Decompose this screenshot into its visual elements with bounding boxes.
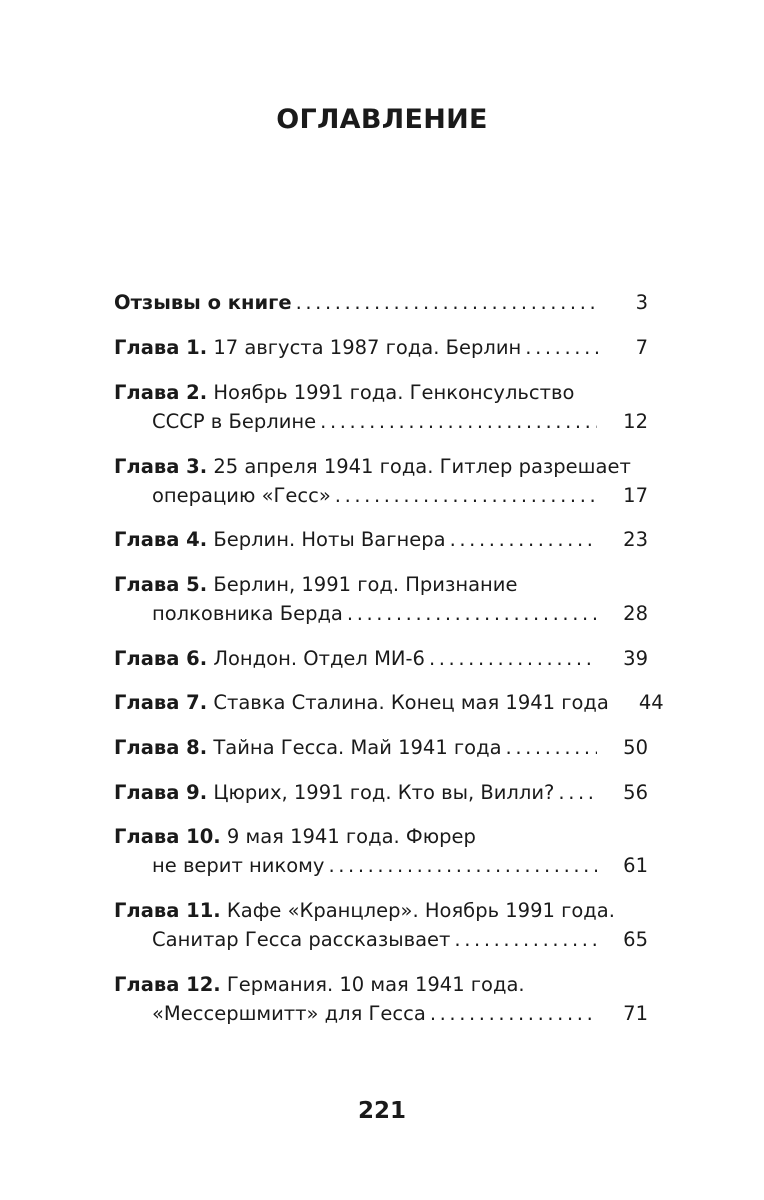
toc-entry-text: [152, 599, 343, 628]
toc-entry-title: Германия. 10 мая 1941 года.: [220, 973, 525, 996]
toc-entry-text: [114, 778, 554, 807]
toc-page-number: 17: [623, 484, 648, 507]
toc-entry: [114, 525, 648, 554]
page-title: ОГЛАВЛЕНИЕ: [276, 104, 488, 135]
toc-entry-text: [114, 333, 521, 362]
toc-entry-text: [114, 688, 609, 717]
toc-entry-title: Санитар Гесса рассказывает: [152, 928, 451, 951]
toc-entry-first-line: [114, 896, 648, 925]
toc-entry-title: 9 мая 1941 года. Фюрер: [220, 825, 476, 848]
toc-entry: [114, 452, 648, 510]
toc-entry: [114, 288, 648, 317]
toc-page-number: 3: [635, 291, 648, 314]
toc-entry-first-line: [114, 570, 648, 599]
toc-entry-label: Глава 9.: [114, 781, 208, 804]
dot-leader: [347, 599, 597, 628]
toc-page-number: 56: [623, 781, 648, 804]
toc-entry-title: Кафе «Кранцлер». Ноябрь 1991 года.: [220, 899, 615, 922]
toc-entry: [114, 733, 648, 762]
toc-entry-text: [114, 288, 292, 317]
toc-page-number: 61: [623, 854, 648, 877]
toc-entry-first-line: [114, 452, 648, 481]
toc-entry-title: Лондон. Отдел МИ-6: [207, 647, 425, 670]
toc-entry-label: Глава 10.: [114, 825, 221, 848]
dot-leader: [296, 288, 600, 317]
toc-entry: [114, 896, 648, 954]
dot-leader: [450, 525, 598, 554]
toc-page-number: 7: [635, 336, 648, 359]
toc-page-number: 23: [623, 528, 648, 551]
toc-entry-title: Ставка Сталина. Конец мая 1941 года: [207, 691, 609, 714]
dot-leader: [320, 407, 597, 436]
page-number: 221: [357, 1098, 406, 1124]
toc-entry-label: Глава 7.: [114, 691, 208, 714]
toc-entry-text: [152, 999, 426, 1028]
dot-leader: [328, 851, 597, 880]
dot-leader: [506, 733, 598, 762]
toc-entry: [114, 778, 648, 807]
toc-page-number: 12: [623, 410, 648, 433]
dot-leader: [558, 778, 597, 807]
toc-entry-label: Глава 4.: [114, 528, 208, 551]
toc-entry-title: «Мессершмитт» для Гесса: [152, 1002, 426, 1025]
dot-leader: [335, 481, 597, 510]
toc-entry-label: Отзывы о книге: [114, 291, 292, 314]
toc-entry-text: [114, 644, 425, 673]
toc-entry: [114, 378, 648, 436]
toc-entry-label: Глава 2.: [114, 381, 208, 404]
toc-entry-title: Ноябрь 1991 года. Генконсульство: [207, 381, 575, 404]
toc-entry-title: полковника Берда: [152, 602, 343, 625]
toc-entry-title: операцию «Гесс»: [152, 484, 331, 507]
toc-entry-first-line: [114, 970, 648, 999]
toc-entry-label: Глава 12.: [114, 973, 221, 996]
toc-entry-title: СССР в Берлине: [152, 410, 317, 433]
toc-entry-label: Глава 6.: [114, 647, 208, 670]
toc-entry-text: [152, 407, 316, 436]
toc-entry-label: Глава 1.: [114, 336, 208, 359]
dot-leader: [525, 333, 600, 362]
toc-page-number: 50: [623, 736, 648, 759]
toc-entry-first-line: [114, 378, 648, 407]
toc-page-number: 39: [623, 647, 648, 670]
toc-entry-title: Цюрих, 1991 год. Кто вы, Вилли?: [207, 781, 555, 804]
dot-leader: [429, 644, 597, 673]
toc-entry-text: [114, 525, 446, 554]
toc-entry-title: Берлин, 1991 год. Признание: [207, 573, 518, 596]
toc-entry-text: [152, 925, 450, 954]
toc-entry-label: Глава 11.: [114, 899, 221, 922]
dot-leader: [454, 925, 597, 954]
toc-page-number: 71: [623, 1002, 648, 1025]
toc-entry-text: [152, 481, 331, 510]
toc-entry-title: 25 апреля 1941 года. Гитлер разрешает: [207, 455, 631, 478]
toc-page-number: 44: [638, 691, 664, 714]
toc-entry-text: [114, 733, 502, 762]
toc-entry: [114, 688, 664, 717]
toc-page-number: 65: [623, 928, 648, 951]
toc-entry-label: Глава 3.: [114, 455, 208, 478]
toc-entry-label: Глава 5.: [114, 573, 208, 596]
toc-entry: [114, 644, 648, 673]
toc-entry-text: [152, 851, 324, 880]
toc-entry: [114, 822, 648, 880]
toc-entry-title: не верит никому: [152, 854, 325, 877]
dot-leader: [430, 999, 597, 1028]
toc-entry: [114, 570, 648, 628]
toc-entry: [114, 970, 648, 1028]
toc-entry-first-line: [114, 822, 648, 851]
toc-entry-title: 17 августа 1987 года. Берлин: [207, 336, 522, 359]
toc-entry-title: Тайна Гесса. Май 1941 года: [207, 736, 502, 759]
toc-entry-title: Берлин. Ноты Вагнера: [207, 528, 446, 551]
toc-page-number: 28: [623, 602, 648, 625]
toc-entry-label: Глава 8.: [114, 736, 208, 759]
toc-entry: [114, 333, 648, 362]
